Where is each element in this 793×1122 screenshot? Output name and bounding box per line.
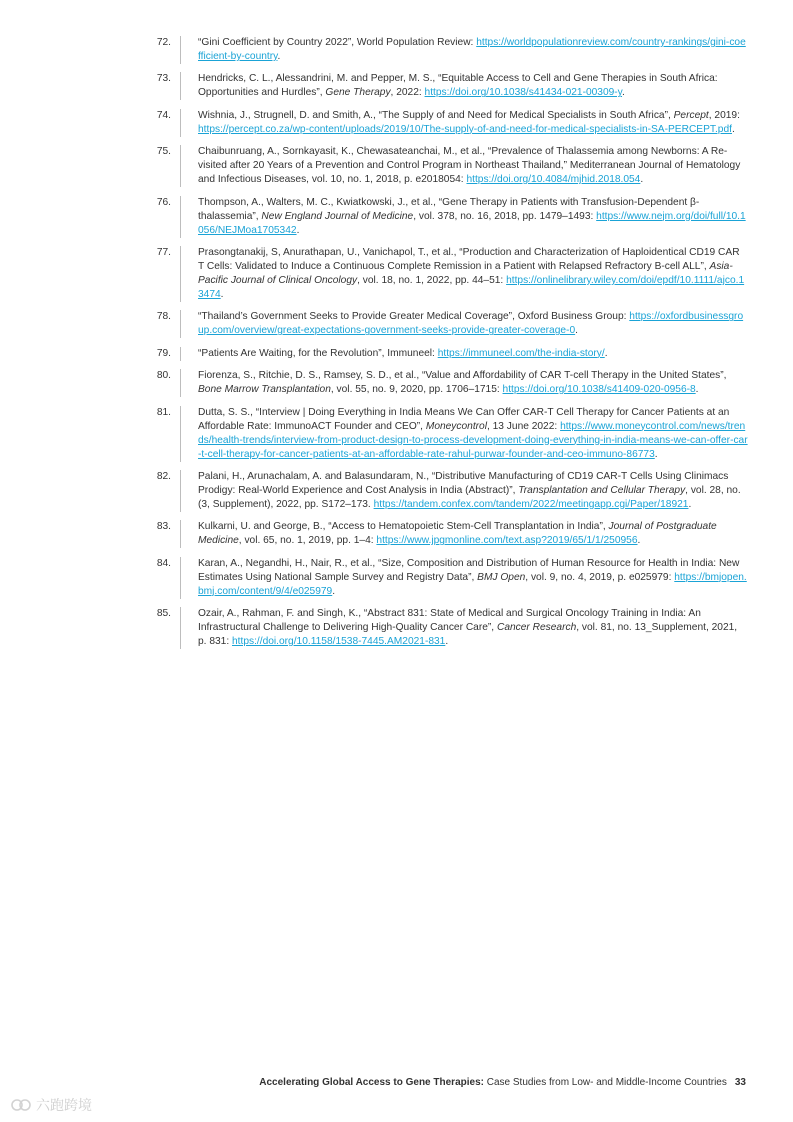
reference-segment: Fiorenza, S., Ritchie, D. S., Ramsey, S. D., et al., “Value and Affordability of CAR T-cell Therapy in the United States”, [198,370,727,382]
reference-segment: Wishnia, J., Strugnell, D. and Smith, A., “The Supply of and Need for Medical Specialists in South Africa”, [198,109,674,121]
reference-item [148,369,748,397]
reference-text [198,470,748,512]
reference-segment: Hendricks, C. L., Alessandrini, M. and Pepper, M. S., “Equitable Access to Cell and Gene Therapies in South Africa: Opportunities and Hurdles”, [198,73,718,99]
watermark [10,1095,92,1115]
reference-text [198,520,748,548]
reference-segment: , vol. 81, no. 13_Supplement, 2021, p. 831: [198,622,738,648]
reference-link[interactable]: https://doi.org/10.1038/s41409-020-0956-8 [502,384,696,396]
reference-divider [180,36,181,64]
reference-item [148,607,748,649]
reference-segment: . [654,448,658,460]
reference-segment: . [332,585,336,597]
footer-title-rest: Case Studies from Low- and Middle-Income Countries [483,1077,727,1088]
reference-divider [180,109,181,137]
reference-segment: Palani, H., Arunachalam, A. and Balasundaram, N., “Distributive Manufacturing of CD19 CAR-T Cells Using Clinimacs Prodigy: Real-World Experience and Cost Analysis in India (Abstract)”, [198,470,729,496]
reference-segment: Dutta, S. S., “Interview | Doing Everything in India Means We Can Offer CAR-T Cell Therapy for Cancer Patients at an Affordable Rate: ImmunoACT Founder and CEO”, [198,406,730,432]
reference-text [198,369,748,397]
reference-segment: . [445,636,449,648]
reference-segment: . [604,347,608,359]
reference-segment: , vol. 9, no. 4, 2019, p. e025979: [525,571,675,583]
reference-journal: Transplantation and Cellular Therapy [518,484,686,496]
reference-link[interactable]: https://tandem.confex.com/tandem/2022/meetingapp.cgi/Paper/18921 [373,498,689,510]
watermark-text: 六跑跨境 [36,1097,92,1113]
reference-item [148,109,748,137]
reference-segment: . [695,384,699,396]
page-number: 33 [734,1077,746,1088]
reference-number: 76. [156,196,171,208]
reference-divider [180,557,181,599]
reference-link[interactable]: https://immuneel.com/the-india-story/ [437,347,605,359]
reference-item [148,310,748,338]
reference-link[interactable]: https://doi.org/10.4084/mjhid.2018.054 [466,174,641,186]
page-footer [259,1077,746,1088]
reference-divider [180,196,181,238]
reference-number: 74. [156,109,171,121]
reference-segment: Kulkarni, U. and George, B., “Access to Hematopoietic Stem-Cell Transplantation in India”, [198,521,609,533]
reference-segment: Prasongtanakij, S, Anurathapan, U., Vanichapol, T., et al., “Production and Characterization of Haploidentical CD19 CAR T Cells: Validated to Induce a Continuous Complete Remission in a Patient with Relapsed Refractory B-cell ALL”, [198,246,740,272]
reference-divider [180,145,181,187]
reference-journal: Bone Marrow Transplantation [198,384,331,396]
reference-number: 73. [156,73,171,85]
reference-item [148,347,748,361]
reference-divider [180,369,181,397]
reference-segment: “Patients Are Waiting, for the Revolution”, Immuneel: [198,347,438,359]
reference-journal: Journal of Postgraduate Medicine [198,521,717,547]
reference-number: 85. [156,608,171,620]
reference-item [148,145,748,187]
reference-segment: “Gini Coefficient by Country 2022”, World Population Review: [198,37,477,48]
reference-text [198,72,748,100]
reference-list [148,36,748,657]
reference-number: 83. [156,521,171,533]
reference-segment: , vol. 55, no. 9, 2020, pp. 1706–1715: [330,384,503,396]
reference-item [148,246,748,302]
reference-segment: Chaibunruang, A., Sornkayasit, K., Chewasateanchai, M., et al., “Prevalence of Thalassemia among Newborns: A Re-visited after 20 Years of a Prevention and Control Program in Northeast Thailand,” Mediterranean Journal of Hematology and Infectious Diseases, vol. 10, no. 1, 2018, p. e2018054: [198,146,741,186]
reference-link[interactable]: https://www.jpgmonline.com/text.asp?2019/65/1/1/250956 [376,535,638,547]
reference-text [198,406,748,462]
reference-segment: Ozair, A., Rahman, F. and Singh, K., “Abstract 831: State of Medical and Surgical Oncology Training in India: An Infrastructural Challenge to Delivering High-Quality Cancer Care”, [198,608,701,634]
reference-link[interactable]: https://percept.co.za/wp-content/uploads/2019/10/The-supply-of-and-need-for-medical-specialists-in-SA-PERCEPT.pdf [198,123,732,135]
reference-number: 81. [156,406,171,418]
reference-number: 79. [156,347,171,359]
reference-segment: , 2019: [708,109,740,121]
reference-number: 77. [156,246,171,258]
reference-segment: “Thailand’s Government Seeks to Provide Greater Medical Coverage”, Oxford Business Group: [198,311,630,323]
reference-link[interactable]: https://bmjopen.bmj.com/content/9/4/e025979 [198,571,747,597]
reference-segment: , vol. 65, no. 1, 2019, pp. 1–4: [238,535,377,547]
reference-journal: Moneycontrol [425,420,487,432]
reference-divider [180,607,181,649]
reference-segment: Karan, A., Negandhi, H., Nair, R., et al., “Size, Composition and Distribution of Human Resource for Health in India: New Estimates Using National Sample Survey and Registry Data”, [198,557,740,583]
reference-segment: . [622,87,625,99]
reference-segment: , vol. 28, no. (3, Supplement), 2022, pp. S172–173. [198,484,741,510]
reference-item [148,196,748,238]
reference-text [198,109,748,137]
reference-link[interactable]: https://oxfordbusinessgroup.com/overview/great-expectations-government-seeks-provide-greater-coverage-0 [198,311,744,337]
reference-link[interactable]: https://doi.org/10.1038/s41434-021-00309-y [424,87,623,99]
reference-text [198,36,748,64]
reference-segment: Thompson, A., Walters, M. C., Kwiatkowski, J., et al., “Gene Therapy in Patients with Transfusion-Dependent β-thalassemia”, [198,196,700,222]
reference-item [148,36,748,64]
reference-journal: New England Journal of Medicine [261,210,414,222]
reference-item [148,406,748,462]
reference-divider [180,520,181,548]
reference-link[interactable]: https://worldpopulationreview.com/country-rankings/gini-coefficient-by-country [198,37,746,62]
footer-title-bold: Accelerating Global Access to Gene Therapies: [259,1077,484,1088]
reference-item [148,470,748,512]
reference-segment: , vol. 378, no. 16, 2018, pp. 1479–1493: [413,210,597,222]
reference-divider [180,347,181,361]
reference-journal: Cancer Research [496,622,577,634]
reference-item [148,72,748,100]
reference-item [148,520,748,548]
reference-link[interactable]: https://www.nejm.org/doi/full/10.1056/NEJMoa1705342 [198,210,746,236]
reference-segment: , 2022: [390,87,425,99]
reference-link[interactable]: https://onlinelibrary.wiley.com/doi/epdf/10.1111/ajco.13474 [198,274,745,300]
reference-text [198,196,748,238]
reference-number: 84. [156,557,171,569]
reference-link[interactable]: https://www.moneycontrol.com/news/trends/health-trends/interview-from-product-design-to-process-development-doing-everything-in-india-means-we-can-offer-car-t-cell-therapy-for-cancer-patients-at-an-affordable-rate-rahul-purwar-founder-and-ceo-immuno-86773 [198,420,748,460]
reference-segment: . [296,224,300,236]
watermark-logo-icon [10,1098,32,1112]
reference-number: 80. [156,370,171,382]
reference-text [198,310,748,338]
reference-divider [180,72,181,100]
reference-segment: , 13 June 2022: [486,420,561,432]
reference-segment: . [640,174,644,186]
reference-segment: . [575,325,578,337]
reference-link[interactable]: https://doi.org/10.1158/1538-7445.AM2021-831 [232,636,446,648]
reference-divider [180,470,181,512]
reference-text [198,347,748,361]
reference-journal: Percept [673,109,709,121]
reference-text [198,557,748,599]
reference-journal: Gene Therapy [325,87,391,99]
reference-item [148,557,748,599]
reference-journal: Asia-Pacific Journal of Clinical Oncology [198,260,733,286]
reference-text [198,246,748,302]
reference-text [198,145,748,187]
reference-divider [180,310,181,338]
reference-number: 72. [156,37,171,48]
reference-number: 75. [156,146,171,158]
reference-text [198,607,748,649]
reference-divider [180,246,181,302]
reference-segment: . [731,123,735,135]
reference-divider [180,406,181,462]
reference-segment: . [637,535,641,547]
reference-journal: BMJ Open [477,571,526,583]
reference-number: 78. [156,311,171,323]
reference-segment: . [277,51,281,62]
reference-segment: . [220,288,224,300]
reference-segment: . [688,498,692,510]
reference-segment: , vol. 18, no. 1, 2022, pp. 44–51: [357,274,507,286]
reference-number: 82. [156,470,171,482]
